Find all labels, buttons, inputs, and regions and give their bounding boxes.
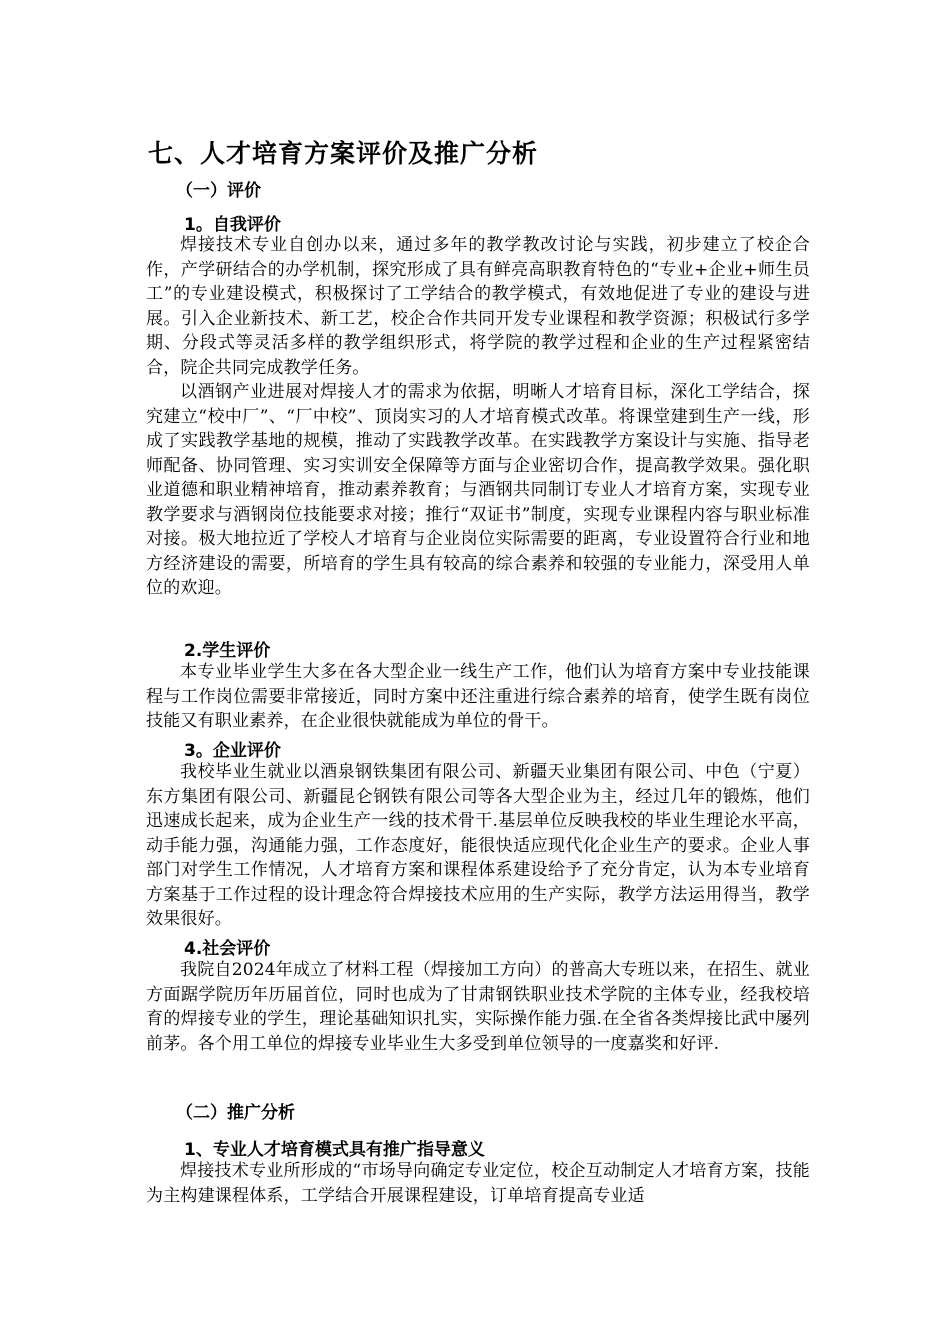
society-evaluation-heading: 4.社会评价 — [184, 939, 271, 959]
self-evaluation-paragraph-2: 以酒钢产业进展对焊接人才的需求为依据，明晰人才培育目标，深化工学结合，探究建立“校中厂”、“厂中校”、顶岗实习的人才培育模式改革。将课堂建到生产一线，形成了实践教学基地的规模，推动了实践教学改革。在实践教学方案设计与实施、指导老师配备、协同管理、实习实训安全保障等方面与企业密切合作，提高教学效果。强化职业道德和职业精神培育，推动素养教育；与酒钢共同制订专业人才培育方案，实现专业教学要求与酒钢岗位技能要求对接；推行“双证书”制度，实现专业课程内容与职业标准对接。极大地拉近了学校人才培育与企业岗位实际需要的距离，专业设置符合行业和地方经济建设的需要，所培育的学生具有较高的综合素养和较强的专业能力，深受用人单位的欢迎。 — [146, 382, 810, 598]
enterprise-evaluation-paragraph: 我校毕业生就业以酒泉钢铁集团有限公司、新疆天业集团有限公司、中色（宁夏）东方集团有限公司、新疆昆仑钢铁有限公司等各大型企业为主，经过几年的锻炼，他们迅速成长起来，成为企业生产一线的技术骨干.基层单位反映我校的毕业生理论水平高，动手能力强，沟通能力强，工作态度好，能很快适应现代化企业生产的要求。企业人事部门对学生工作情况，人才培育方案和课程体系建设给予了充分肯定，认为本专业培育方案基于工作过程的设计理念符合焊接技术应用的生产实际，教学方法运用得当，教学效果很好。 — [146, 762, 810, 929]
self-evaluation-paragraph-1: 焊接技术专业自创办以来，通过多年的教学教改讨论与实践，初步建立了校企合作，产学研结合的办学机制，探究形成了具有鲜亮高职教育特色的“专业+企业+师生员工”的专业建设模式，积极探讨了工学结合的教学模式，有效地促进了专业的建设与进展。引入企业新技术、新工艺，校企合作共同开发专业课程和教学资源；积极试行多学期、分段式等灵活多样的教学组织形式，将学院的教学过程和企业的生产过程紧密结合，院企共同完成教学任务。 — [146, 235, 810, 378]
subsection-heading-promotion: （二）推广分析 — [176, 1103, 295, 1123]
student-evaluation-paragraph: 本专业毕业学生大多在各大型企业一线生产工作，他们认为培育方案中专业技能课程与工作岗位需要非常接近，同时方案中还注重进行综合素养的培育，使学生既有岗位技能又有职业素养，在企业很快就能成为单位的骨干。 — [146, 662, 810, 731]
self-evaluation-heading: 1。自我评价 — [184, 215, 281, 235]
student-evaluation-heading: 2.学生评价 — [184, 641, 271, 661]
society-evaluation-paragraph: 我院自2024年成立了材料工程（焊接加工方向）的普高大专班以来，在招生、就业方面踞学院历年历届首位，同时也成为了甘肃钢铁职业技术学院的主体专业，经我校培育的焊接专业的学生，理论基础知识扎实，实际操作能力强.在全省各类焊接比武中屡列前茅。各个用工单位的焊接专业毕业生大多受到单位领导的一度嘉奖和好评. — [146, 960, 810, 1054]
subsection-heading-evaluation: （一）评价 — [176, 181, 261, 201]
enterprise-evaluation-heading: 3。企业评价 — [184, 741, 281, 761]
section-title: 七、人才培育方案评价及推广分析 — [148, 139, 539, 168]
promotion-item-1-heading: 1、专业人才培育模式具有推广指导意义 — [184, 1140, 485, 1160]
promotion-item-1-paragraph: 焊接技术专业所形成的“市场导向确定专业定位，校企互动制定人才培育方案，技能为主构建课程体系，工学结合开展课程建设，订单培育提高专业适 — [146, 1161, 810, 1206]
